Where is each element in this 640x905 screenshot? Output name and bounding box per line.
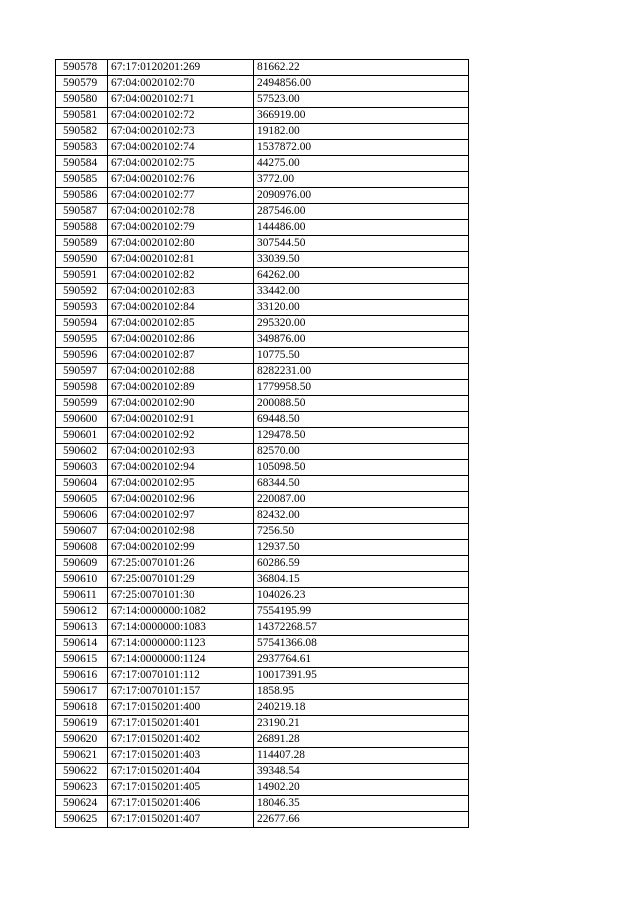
value-cell: 81662.22 xyxy=(254,60,469,76)
value-cell: 68344.50 xyxy=(254,476,469,492)
row-number-cell: 590599 xyxy=(56,396,108,412)
cadastral-number-cell: 67:25:0070101:30 xyxy=(108,588,254,604)
value-cell: 69448.50 xyxy=(254,412,469,428)
table-row xyxy=(56,620,469,636)
table-row xyxy=(56,316,469,332)
row-number-cell: 590625 xyxy=(56,812,108,828)
value-cell: 1858.95 xyxy=(254,684,469,700)
value-cell: 60286.59 xyxy=(254,556,469,572)
value-cell: 57523.00 xyxy=(254,92,469,108)
value-cell: 33442.00 xyxy=(254,284,469,300)
row-number-cell: 590612 xyxy=(56,604,108,620)
table-row xyxy=(56,460,469,476)
value-cell: 82432.00 xyxy=(254,508,469,524)
cadastral-number-cell: 67:04:0020102:73 xyxy=(108,124,254,140)
value-cell: 7554195.99 xyxy=(254,604,469,620)
value-cell: 10017391.95 xyxy=(254,668,469,684)
table-row xyxy=(56,508,469,524)
row-number-cell: 590611 xyxy=(56,588,108,604)
cadastral-number-cell: 67:04:0020102:94 xyxy=(108,460,254,476)
cadastral-number-cell: 67:17:0150201:402 xyxy=(108,732,254,748)
cadastral-number-cell: 67:17:0150201:407 xyxy=(108,812,254,828)
row-number-cell: 590591 xyxy=(56,268,108,284)
table-row xyxy=(56,188,469,204)
table-row xyxy=(56,556,469,572)
value-cell: 33039.50 xyxy=(254,252,469,268)
cadastral-number-cell: 67:17:0150201:406 xyxy=(108,796,254,812)
table-row xyxy=(56,252,469,268)
cadastral-number-cell: 67:17:0070101:112 xyxy=(108,668,254,684)
table-row xyxy=(56,492,469,508)
row-number-cell: 590613 xyxy=(56,620,108,636)
row-number-cell: 590594 xyxy=(56,316,108,332)
table-row xyxy=(56,140,469,156)
row-number-cell: 590600 xyxy=(56,412,108,428)
value-cell: 287546.00 xyxy=(254,204,469,220)
cadastral-number-cell: 67:17:0120201:269 xyxy=(108,60,254,76)
value-cell: 3772.00 xyxy=(254,172,469,188)
row-number-cell: 590616 xyxy=(56,668,108,684)
table-row xyxy=(56,268,469,284)
cadastral-number-cell: 67:25:0070101:29 xyxy=(108,572,254,588)
value-cell: 1537872.00 xyxy=(254,140,469,156)
table-row xyxy=(56,636,469,652)
value-cell: 144486.00 xyxy=(254,220,469,236)
value-cell: 2090976.00 xyxy=(254,188,469,204)
row-number-cell: 590615 xyxy=(56,652,108,668)
table-row xyxy=(56,348,469,364)
table-row xyxy=(56,748,469,764)
value-cell: 14902.20 xyxy=(254,780,469,796)
cadastral-number-cell: 67:14:0000000:1123 xyxy=(108,636,254,652)
row-number-cell: 590595 xyxy=(56,332,108,348)
row-number-cell: 590579 xyxy=(56,76,108,92)
value-cell: 104026.23 xyxy=(254,588,469,604)
data-table xyxy=(55,59,469,828)
cadastral-number-cell: 67:14:0000000:1082 xyxy=(108,604,254,620)
row-number-cell: 590590 xyxy=(56,252,108,268)
value-cell: 23190.21 xyxy=(254,716,469,732)
value-cell: 18046.35 xyxy=(254,796,469,812)
table-row xyxy=(56,204,469,220)
table-row xyxy=(56,780,469,796)
row-number-cell: 590620 xyxy=(56,732,108,748)
row-number-cell: 590588 xyxy=(56,220,108,236)
value-cell: 7256.50 xyxy=(254,524,469,540)
row-number-cell: 590609 xyxy=(56,556,108,572)
table-row xyxy=(56,60,469,76)
table-row xyxy=(56,172,469,188)
row-number-cell: 590580 xyxy=(56,92,108,108)
table-row xyxy=(56,236,469,252)
row-number-cell: 590592 xyxy=(56,284,108,300)
table-row xyxy=(56,652,469,668)
table-row xyxy=(56,524,469,540)
cadastral-number-cell: 67:04:0020102:79 xyxy=(108,220,254,236)
cadastral-number-cell: 67:17:0070101:157 xyxy=(108,684,254,700)
table-row xyxy=(56,220,469,236)
cadastral-number-cell: 67:04:0020102:84 xyxy=(108,300,254,316)
value-cell: 105098.50 xyxy=(254,460,469,476)
cadastral-number-cell: 67:04:0020102:87 xyxy=(108,348,254,364)
row-number-cell: 590622 xyxy=(56,764,108,780)
row-number-cell: 590596 xyxy=(56,348,108,364)
row-number-cell: 590608 xyxy=(56,540,108,556)
cadastral-number-cell: 67:04:0020102:72 xyxy=(108,108,254,124)
cadastral-number-cell: 67:04:0020102:90 xyxy=(108,396,254,412)
value-cell: 82570.00 xyxy=(254,444,469,460)
table-row xyxy=(56,812,469,828)
value-cell: 44275.00 xyxy=(254,156,469,172)
cadastral-number-cell: 67:04:0020102:80 xyxy=(108,236,254,252)
cadastral-number-cell: 67:04:0020102:98 xyxy=(108,524,254,540)
value-cell: 64262.00 xyxy=(254,268,469,284)
row-number-cell: 590601 xyxy=(56,428,108,444)
row-number-cell: 590603 xyxy=(56,460,108,476)
value-cell: 2494856.00 xyxy=(254,76,469,92)
table-row xyxy=(56,412,469,428)
row-number-cell: 590583 xyxy=(56,140,108,156)
cadastral-number-cell: 67:04:0020102:88 xyxy=(108,364,254,380)
value-cell: 200088.50 xyxy=(254,396,469,412)
cadastral-number-cell: 67:04:0020102:81 xyxy=(108,252,254,268)
table-row xyxy=(56,796,469,812)
value-cell: 220087.00 xyxy=(254,492,469,508)
cadastral-number-cell: 67:04:0020102:70 xyxy=(108,76,254,92)
row-number-cell: 590624 xyxy=(56,796,108,812)
row-number-cell: 590593 xyxy=(56,300,108,316)
row-number-cell: 590597 xyxy=(56,364,108,380)
row-number-cell: 590587 xyxy=(56,204,108,220)
cadastral-number-cell: 67:04:0020102:82 xyxy=(108,268,254,284)
row-number-cell: 590586 xyxy=(56,188,108,204)
cadastral-number-cell: 67:14:0000000:1083 xyxy=(108,620,254,636)
cadastral-number-cell: 67:04:0020102:76 xyxy=(108,172,254,188)
row-number-cell: 590605 xyxy=(56,492,108,508)
cadastral-number-cell: 67:04:0020102:92 xyxy=(108,428,254,444)
value-cell: 19182.00 xyxy=(254,124,469,140)
table-row xyxy=(56,332,469,348)
table-row xyxy=(56,604,469,620)
row-number-cell: 590614 xyxy=(56,636,108,652)
table-row xyxy=(56,476,469,492)
value-cell: 129478.50 xyxy=(254,428,469,444)
row-number-cell: 590602 xyxy=(56,444,108,460)
table-row xyxy=(56,588,469,604)
value-cell: 12937.50 xyxy=(254,540,469,556)
table-row xyxy=(56,684,469,700)
value-cell: 39348.54 xyxy=(254,764,469,780)
cadastral-number-cell: 67:04:0020102:93 xyxy=(108,444,254,460)
row-number-cell: 590606 xyxy=(56,508,108,524)
row-number-cell: 590617 xyxy=(56,684,108,700)
row-number-cell: 590581 xyxy=(56,108,108,124)
row-number-cell: 590610 xyxy=(56,572,108,588)
table-row xyxy=(56,76,469,92)
value-cell: 240219.18 xyxy=(254,700,469,716)
table-row xyxy=(56,700,469,716)
value-cell: 33120.00 xyxy=(254,300,469,316)
cadastral-number-cell: 67:04:0020102:71 xyxy=(108,92,254,108)
cadastral-number-cell: 67:04:0020102:77 xyxy=(108,188,254,204)
table-row xyxy=(56,572,469,588)
cadastral-number-cell: 67:17:0150201:403 xyxy=(108,748,254,764)
row-number-cell: 590598 xyxy=(56,380,108,396)
cadastral-number-cell: 67:04:0020102:86 xyxy=(108,332,254,348)
cadastral-number-cell: 67:17:0150201:401 xyxy=(108,716,254,732)
value-cell: 1779958.50 xyxy=(254,380,469,396)
row-number-cell: 590582 xyxy=(56,124,108,140)
row-number-cell: 590623 xyxy=(56,780,108,796)
cadastral-number-cell: 67:17:0150201:405 xyxy=(108,780,254,796)
value-cell: 36804.15 xyxy=(254,572,469,588)
table-row xyxy=(56,444,469,460)
table-row xyxy=(56,364,469,380)
table-row xyxy=(56,396,469,412)
row-number-cell: 590604 xyxy=(56,476,108,492)
cadastral-number-cell: 67:04:0020102:99 xyxy=(108,540,254,556)
table-row xyxy=(56,668,469,684)
value-cell: 366919.00 xyxy=(254,108,469,124)
cadastral-number-cell: 67:04:0020102:97 xyxy=(108,508,254,524)
cadastral-number-cell: 67:04:0020102:89 xyxy=(108,380,254,396)
value-cell: 295320.00 xyxy=(254,316,469,332)
cadastral-number-cell: 67:17:0150201:400 xyxy=(108,700,254,716)
table-row xyxy=(56,540,469,556)
value-cell: 57541366.08 xyxy=(254,636,469,652)
value-cell: 114407.28 xyxy=(254,748,469,764)
value-cell: 22677.66 xyxy=(254,812,469,828)
value-cell: 8282231.00 xyxy=(254,364,469,380)
cadastral-number-cell: 67:04:0020102:91 xyxy=(108,412,254,428)
value-cell: 2937764.61 xyxy=(254,652,469,668)
value-cell: 26891.28 xyxy=(254,732,469,748)
cadastral-number-cell: 67:04:0020102:74 xyxy=(108,140,254,156)
table-row xyxy=(56,764,469,780)
value-cell: 349876.00 xyxy=(254,332,469,348)
cadastral-number-cell: 67:04:0020102:96 xyxy=(108,492,254,508)
row-number-cell: 590589 xyxy=(56,236,108,252)
value-cell: 14372268.57 xyxy=(254,620,469,636)
cadastral-number-cell: 67:14:0000000:1124 xyxy=(108,652,254,668)
table-row xyxy=(56,124,469,140)
table-row xyxy=(56,716,469,732)
cadastral-number-cell: 67:17:0150201:404 xyxy=(108,764,254,780)
value-cell: 307544.50 xyxy=(254,236,469,252)
cadastral-number-cell: 67:25:0070101:26 xyxy=(108,556,254,572)
cadastral-number-cell: 67:04:0020102:85 xyxy=(108,316,254,332)
row-number-cell: 590619 xyxy=(56,716,108,732)
table-row xyxy=(56,380,469,396)
table-row xyxy=(56,156,469,172)
cadastral-number-cell: 67:04:0020102:75 xyxy=(108,156,254,172)
row-number-cell: 590607 xyxy=(56,524,108,540)
cadastral-number-cell: 67:04:0020102:95 xyxy=(108,476,254,492)
cadastral-number-cell: 67:04:0020102:83 xyxy=(108,284,254,300)
table-row xyxy=(56,284,469,300)
row-number-cell: 590585 xyxy=(56,172,108,188)
value-cell: 10775.50 xyxy=(254,348,469,364)
row-number-cell: 590621 xyxy=(56,748,108,764)
cadastral-number-cell: 67:04:0020102:78 xyxy=(108,204,254,220)
table-body xyxy=(56,60,469,828)
row-number-cell: 590618 xyxy=(56,700,108,716)
table-row xyxy=(56,428,469,444)
row-number-cell: 590578 xyxy=(56,60,108,76)
table-row xyxy=(56,300,469,316)
row-number-cell: 590584 xyxy=(56,156,108,172)
table-row xyxy=(56,732,469,748)
table-row xyxy=(56,92,469,108)
table-row xyxy=(56,108,469,124)
